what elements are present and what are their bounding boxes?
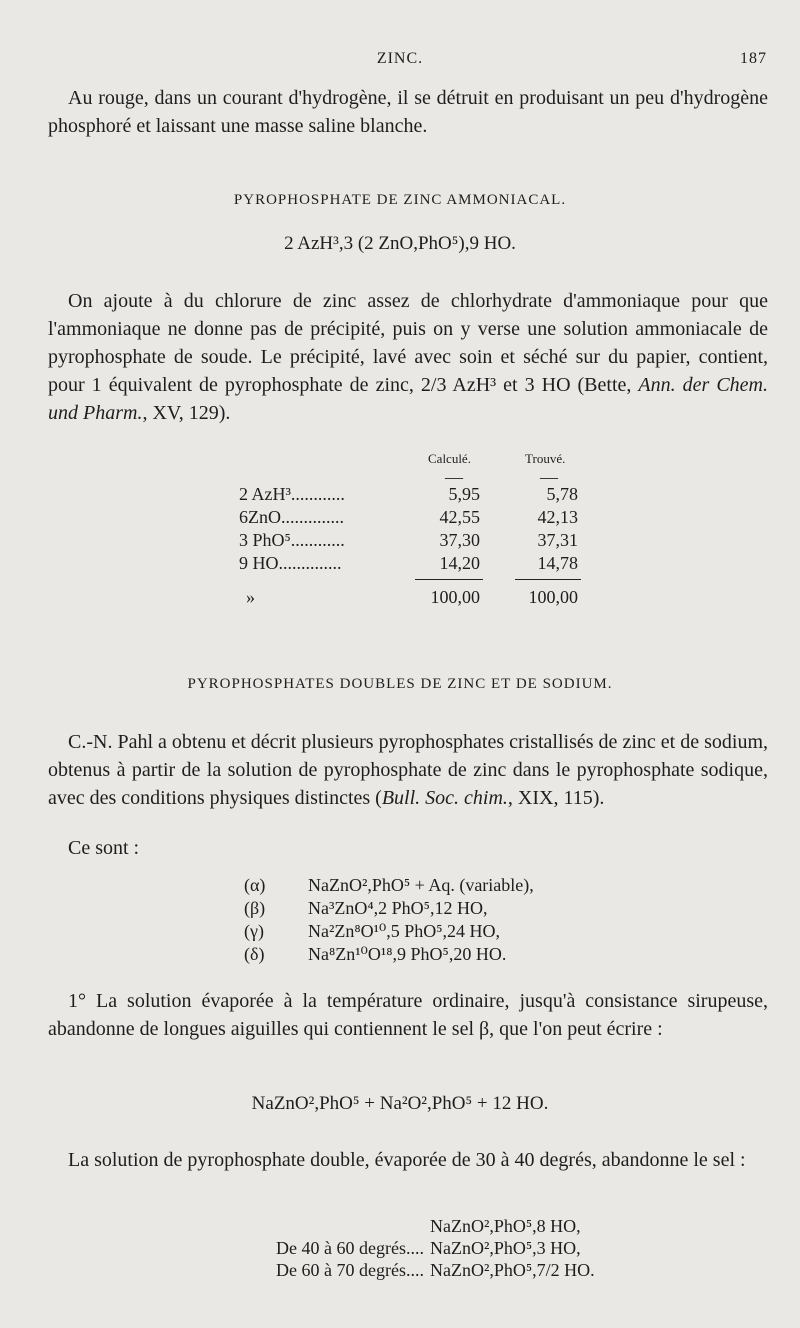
formula-beta-salt: NaZnO²,PhO⁵ + Na²O²,PhO⁵ + 12 HO. bbox=[251, 1093, 549, 1114]
table-cell-found: 14,78 bbox=[537, 553, 578, 573]
table-cell-calc: 14,20 bbox=[439, 553, 480, 573]
intro-paragraph: Au rouge, dans un courant d'hydrogène, il se détruit en produisant un peu d'hydrogène phosphoré et laissant une masse saline blanche. bbox=[48, 87, 768, 137]
list-formula: Na³ZnO⁴,2 PhO⁵,12 HO, bbox=[308, 898, 488, 918]
paragraph-evaporation: La solution de pyrophosphate double, évaporée de 30 à 40 degrés, abandonne le sel : bbox=[68, 1149, 746, 1171]
table-cell-calc: 37,30 bbox=[439, 530, 480, 550]
table-row-label: 9 HO.............. bbox=[239, 553, 342, 573]
total-found: 100,00 bbox=[528, 587, 578, 607]
paragraph-pahl bbox=[48, 728, 768, 812]
total-label: » bbox=[246, 587, 255, 607]
paragraph-point-1: 1° La solution évaporée à la température ordinaire, jusqu'à consistance sirupeuse, abandonne de longues aiguilles qui contiennent le sel β, que l'on peut écrire : bbox=[48, 990, 768, 1040]
paragraph-text: C.-N. Pahl a obtenu et décrit plusieurs pyrophosphates cristallisés de zinc et de sodium, obtenus à partir de la solution de pyrophosphate de zinc dans le pyrophosphate sodique, avec des conditions physiques distinctes ( bbox=[48, 731, 768, 809]
page-number: 187 bbox=[740, 50, 767, 67]
list-formula: Na⁸Zn¹⁰O¹⁸,9 PhO⁵,20 HO. bbox=[308, 944, 507, 964]
table-cell-calc: 5,95 bbox=[448, 484, 480, 504]
salt-condition: De 60 à 70 degrés.... bbox=[276, 1260, 424, 1280]
ce-sont-label: Ce sont : bbox=[68, 837, 140, 859]
table-cell-found: 42,13 bbox=[537, 507, 578, 527]
salt-formula: NaZnO²,PhO⁵,3 HO, bbox=[430, 1238, 581, 1258]
reference-tail: , XIX, 115). bbox=[507, 787, 605, 809]
paragraph-preparation bbox=[48, 287, 768, 427]
paragraph-text: On ajoute à du chlorure de zinc assez de chlorhydrate d'ammoniaque pour que l'ammoniaque ne donne pas de précipité, puis on y verse une solution ammoniacale de pyrophosphate de soude. Le précipité, lavé avec soin et séché sur du papier, contient, pour 1 équivalent de pyrophosphate de zinc, 2/3 AzH³ et 3 HO (Bette, bbox=[48, 290, 768, 396]
reference-title: Bull. Soc. chim. bbox=[381, 787, 508, 809]
col-header-trouve: Trouvé. bbox=[525, 451, 566, 466]
table-row-label: 3 PhO⁵............ bbox=[239, 530, 345, 550]
table-row-label: 6ZnO.............. bbox=[239, 507, 344, 527]
sum-rule-found bbox=[515, 579, 581, 580]
table-row-label: 2 AzH³............ bbox=[239, 484, 345, 504]
list-formula: Na²Zn⁸O¹⁰,5 PhO⁵,24 HO, bbox=[308, 921, 501, 941]
reference-title: Ann. der Chem. und Pharm. bbox=[48, 374, 768, 424]
dash-found: — bbox=[540, 467, 558, 487]
reference-tail: , XV, 129). bbox=[142, 402, 231, 424]
total-calc: 100,00 bbox=[430, 587, 480, 607]
salt-formula: NaZnO²,PhO⁵,7/2 HO. bbox=[430, 1260, 595, 1280]
salt-formula: NaZnO²,PhO⁵,8 HO, bbox=[430, 1216, 581, 1236]
list-mark: (β) bbox=[244, 898, 266, 918]
table-cell-calc: 42,55 bbox=[439, 507, 480, 527]
table-cell-found: 5,78 bbox=[546, 484, 578, 504]
salt-condition: De 40 à 60 degrés.... bbox=[276, 1238, 424, 1258]
section-heading-doubles: PYROPHOSPHATES DOUBLES DE ZINC ET DE SODIUM. bbox=[187, 676, 613, 692]
table-cell-found: 37,31 bbox=[537, 530, 578, 550]
header-title: ZINC. bbox=[376, 50, 424, 67]
list-mark: (δ) bbox=[244, 944, 265, 964]
list-mark: (α) bbox=[244, 875, 266, 895]
col-header-calcule: Calculé. bbox=[428, 451, 471, 466]
list-mark: (γ) bbox=[244, 921, 264, 941]
dash-calc: — bbox=[445, 467, 463, 487]
sum-rule-calc bbox=[415, 579, 483, 580]
formula-ammoniacal: 2 AzH³,3 (2 ZnO,PhO⁵),9 HO. bbox=[284, 233, 516, 254]
section-heading-ammoniacal: PYROPHOSPHATE DE ZINC AMMONIACAL. bbox=[233, 192, 567, 208]
list-formula: NaZnO²,PhO⁵ + Aq. (variable), bbox=[308, 875, 534, 895]
